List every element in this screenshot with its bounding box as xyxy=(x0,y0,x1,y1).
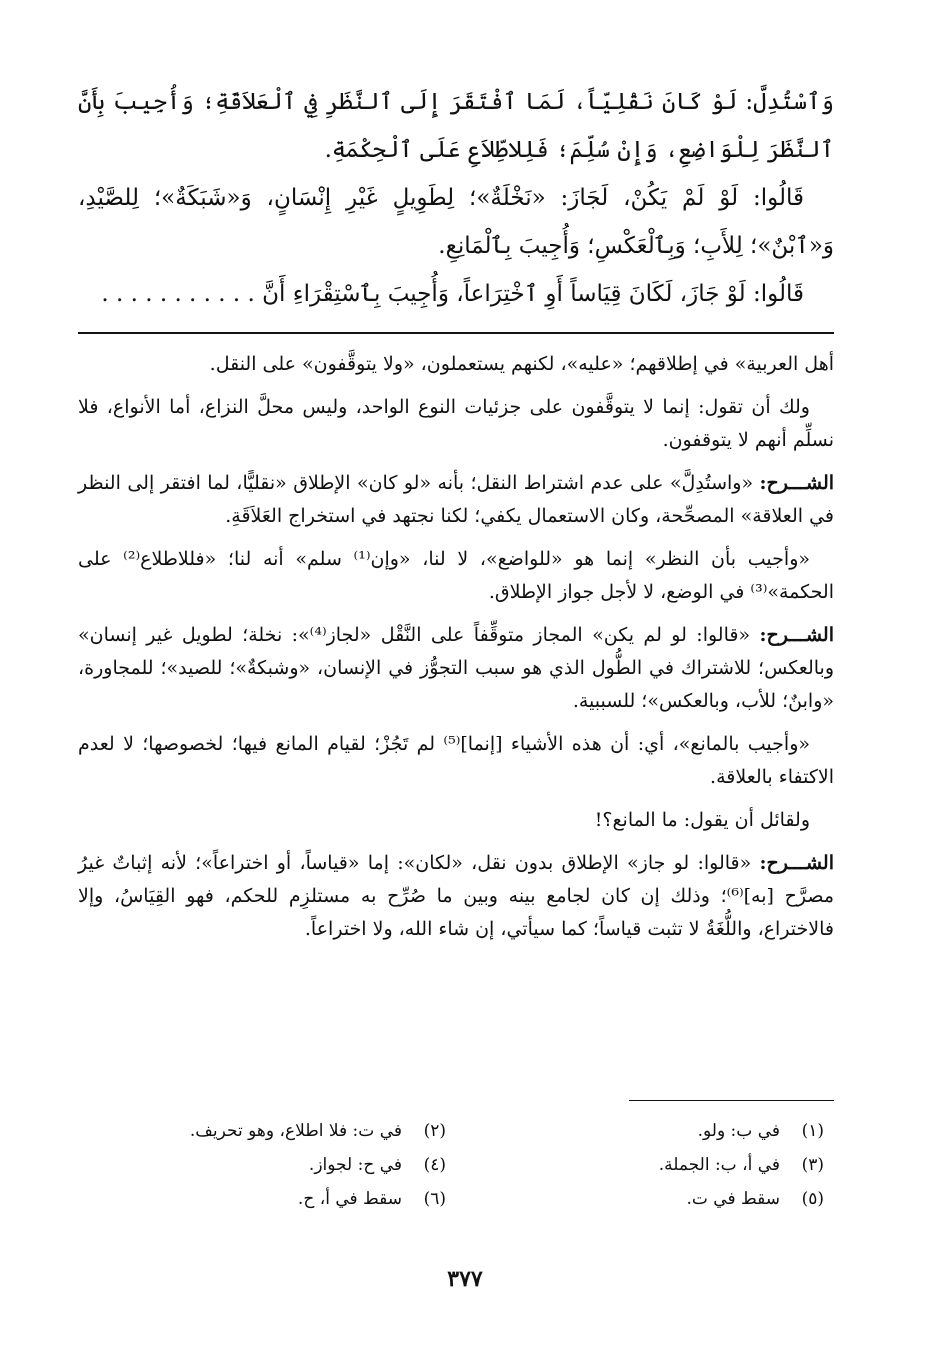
sharh-label: الشـــرح: xyxy=(759,624,834,646)
footnote-text: في ت: فلا اطلاع، وهو تحريف. xyxy=(189,1121,402,1141)
footnote-text: سقط في أ، ح. xyxy=(297,1189,402,1209)
footnote-text: في ح: لجواز. xyxy=(308,1155,402,1175)
footnote-number: (٥) xyxy=(801,1189,824,1209)
footnote-number: (٦) xyxy=(423,1189,446,1209)
text-divider xyxy=(78,332,834,334)
sharh-text: «قالوا: لو جاز» الإطلاق بدون نقل، «لكان»: إما «قياساً، أو اختراعاً»؛ لأنه إثباتٌ غيرُ مصرَّح [به]⁽⁶⁾؛ وذلك إن كان لجامع بينه وبين ما صُرِّح به مستلزِم للحكم، فهو القِيَاسُ، وإلا فالاختراع، واللُّغَةُ لا تثبت قياساً؛ كما سيأتي، إن شاء الله، ولا اختراعاً. xyxy=(78,852,834,940)
sharh-text: «واستُدِلَّ» على عدم اشتراط النقل؛ بأنه «لو كان» الإطلاق «نقليًّا، لما افتقر إلى النظر في العلاقة» المصحِّحة، وكان الاستعمال يكفي؛ لكنا نجتهد في استخراج العَلاَقَةِ. xyxy=(78,472,834,527)
footnote-4 xyxy=(78,1151,456,1179)
sharh-paragraph-3 xyxy=(78,467,834,533)
sharh-paragraph-7: ولقائل أن يقول: ما المانع؟! xyxy=(594,809,810,831)
matn-paragraph-2: قَالُوا: لَوْ لَمْ يَكُنْ، لَجَازَ: «نَخْلَةٌ»؛ لِطَوِيلٍ غَيْرِ إِنْسَانٍ، وَ«شَبَكَةٌ»؛ لِلصَّيْدِ، وَ«ٱبْنٌ»؛ لِلأَبِ؛ وَبِٱلْعَكْسِ؛ وَأُجِيبَ بِٱلْمَانِعِ. xyxy=(78,185,834,259)
footnote-text: سقط في ت. xyxy=(686,1189,780,1209)
footnote-number: (٤) xyxy=(423,1155,446,1175)
sharh-text: «قالوا: لو لم يكن» المجاز متوقِّفاً على النَّقْل «لجاز⁽⁴⁾»: نخلة؛ لطويل غير إنسان» وبالعكس؛ للاشتراك في الطُّول الذي هو سبب التجوُّز في الإنسان، «وشبكةٌ»؛ للصيد»؛ للمجاورة، «وابنٌ؛ للأب، وبالعكس»؛ للسببية. xyxy=(78,624,834,712)
footnote-divider xyxy=(629,1100,834,1101)
sharh-paragraph-8 xyxy=(78,847,834,946)
sharh-label: الشـــرح: xyxy=(759,852,834,874)
matn-paragraph-1: وَٱسْتُدِلَّ: لَوْ كَانَ نَقْلِيّاً، لَمَا ٱفْتَقَرَ إِلَى ٱلنَّظَرِ فِي ٱلْعَلاَقَةِ؛ وَأُجِيبَ بِأَنَّ ٱلنَّظَرَ لِلْوَاضِعِ، وَإِنْ سُلِّمَ؛ فَلِلاطِّلاَعِ عَلَى ٱلْحِكْمَةِ. xyxy=(78,89,834,163)
footnote-1 xyxy=(456,1117,834,1145)
footnote-text: في أ، ب: الجملة. xyxy=(658,1155,780,1175)
footnote-number: (٣) xyxy=(801,1155,824,1175)
footnote-grid xyxy=(78,1117,834,1213)
sharh-paragraph-1: أهل العربية» في إطلاقهم؛ «عليه»، لكنهم يستعملون، «ولا يتوقَّفون» على النقل. xyxy=(209,353,834,375)
page-number: ٣٧٧ xyxy=(447,1266,483,1292)
sharh-paragraph-6: «وأجيب بالمانع»، أي: أن هذه الأشياء [إنما]⁽⁵⁾ لم تَجُزْ؛ لقيام المانع فيها؛ لخصوصها؛ لا لعدم الاكتفاء بالعلاقة. xyxy=(78,733,834,788)
main-text xyxy=(78,78,834,318)
footnote-number: (٢) xyxy=(423,1121,446,1141)
page-body xyxy=(78,78,834,956)
sharh-paragraph-2: ولك أن تقول: إنما لا يتوقَّفون على جزئيات النوع الواحد، وليس محلَّ النزاع، أما الأنواع، فلا نسلِّم أنهم لا يتوقفون. xyxy=(78,396,834,451)
footnote-6 xyxy=(78,1185,456,1213)
footnote-number: (١) xyxy=(801,1121,824,1141)
sharh-paragraph-4: «وأجيب بأن النظر» إنما هو «للواضع»، لا لنا، «وإن⁽¹⁾ سلم» أنه لنا؛ «فللاطلاع⁽²⁾ على الحكمة»⁽³⁾ في الوضع، لا لأجل جواز الإطلاق. xyxy=(78,548,834,603)
sharh-paragraph-5 xyxy=(78,619,834,718)
footnote-3 xyxy=(456,1151,834,1179)
footnote-2 xyxy=(78,1117,456,1145)
sharh-label: الشـــرح: xyxy=(759,472,835,494)
commentary xyxy=(78,348,834,946)
footnotes xyxy=(78,1100,834,1213)
footnote-5 xyxy=(456,1185,834,1213)
matn-paragraph-3: قَالُوا: لَوْ جَازَ، لَكَانَ قِيَاساً أَوِ ٱخْتِرَاعاً، وَأُجِيبَ بِٱسْتِقْرَاءِ أَنَّ . . . . . . . . . . . xyxy=(101,281,804,307)
footnote-text: في ب: ولو. xyxy=(697,1121,780,1141)
